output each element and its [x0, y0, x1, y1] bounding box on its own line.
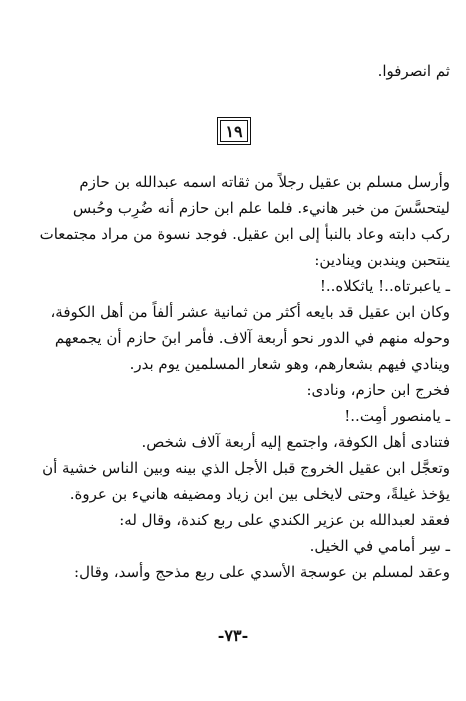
page-number: -٧٣-	[217, 626, 249, 645]
body-line: وأرسل مسلم بن عقيل رجلاً من ثقاته اسمه عبدالله بن حازم	[79, 173, 450, 191]
body-line: ينتحبن ويندبن وينادين:	[314, 251, 450, 269]
body-line: وكان ابن عقيل قد بايعه أكثر من ثمانية عشر ألفاً من أهل الكوفة،	[50, 303, 450, 321]
intro-line: ثم انصرفوا.	[377, 62, 450, 80]
body-line: وحوله منهم في الدور نحو أربعة آلاف. فأمر ابنَ حازم أن يجمعهم	[54, 329, 450, 347]
chapter-number: ١٩	[225, 121, 243, 141]
body-line: ـ سِر أمامي في الخيل.	[309, 537, 450, 555]
body-line: وعقد لمسلم بن عوسجة الأسدي على ربع مذحج وأسد، وقال:	[74, 563, 450, 581]
body-line: فخرج ابن حازم، ونادى:	[306, 381, 450, 399]
body-line: ـ ياعبرتاه..! ياثكلاه..!	[319, 277, 450, 295]
body-line: فعقد لعبدالله بن عزير الكندي على ربع كندة، وقال له:	[119, 511, 450, 529]
chapter-number-box	[217, 117, 251, 145]
body-line: ركب دابته وعاد بالنبأ إلى ابن عقيل. فوجد نسوة من مراد مجتمعات	[39, 225, 450, 243]
body-line: يؤخذ غيلةً، وحتى لايخلى بين ابن زياد ومضيفه هانيء بن عروة.	[69, 485, 450, 503]
body-line: وتعجَّل ابن عقيل الخروج قبل الأجل الذي بينه وبين الناس خشية أن	[42, 459, 450, 477]
body-line: فتنادى أهل الكوفة، واجتمع إليه أربعة آلاف شخص.	[141, 433, 450, 451]
body-line: ـ يامنصور أمِت..!	[344, 407, 450, 425]
body-line: ليتحسَّسَ من خبر هانيء. فلما علم ابن حازم أنه ضُرِب وحُبس	[72, 199, 450, 217]
body-line: وينادي فيهم بشعارهم، وهو شعار المسلمين يوم بدر.	[129, 355, 450, 373]
